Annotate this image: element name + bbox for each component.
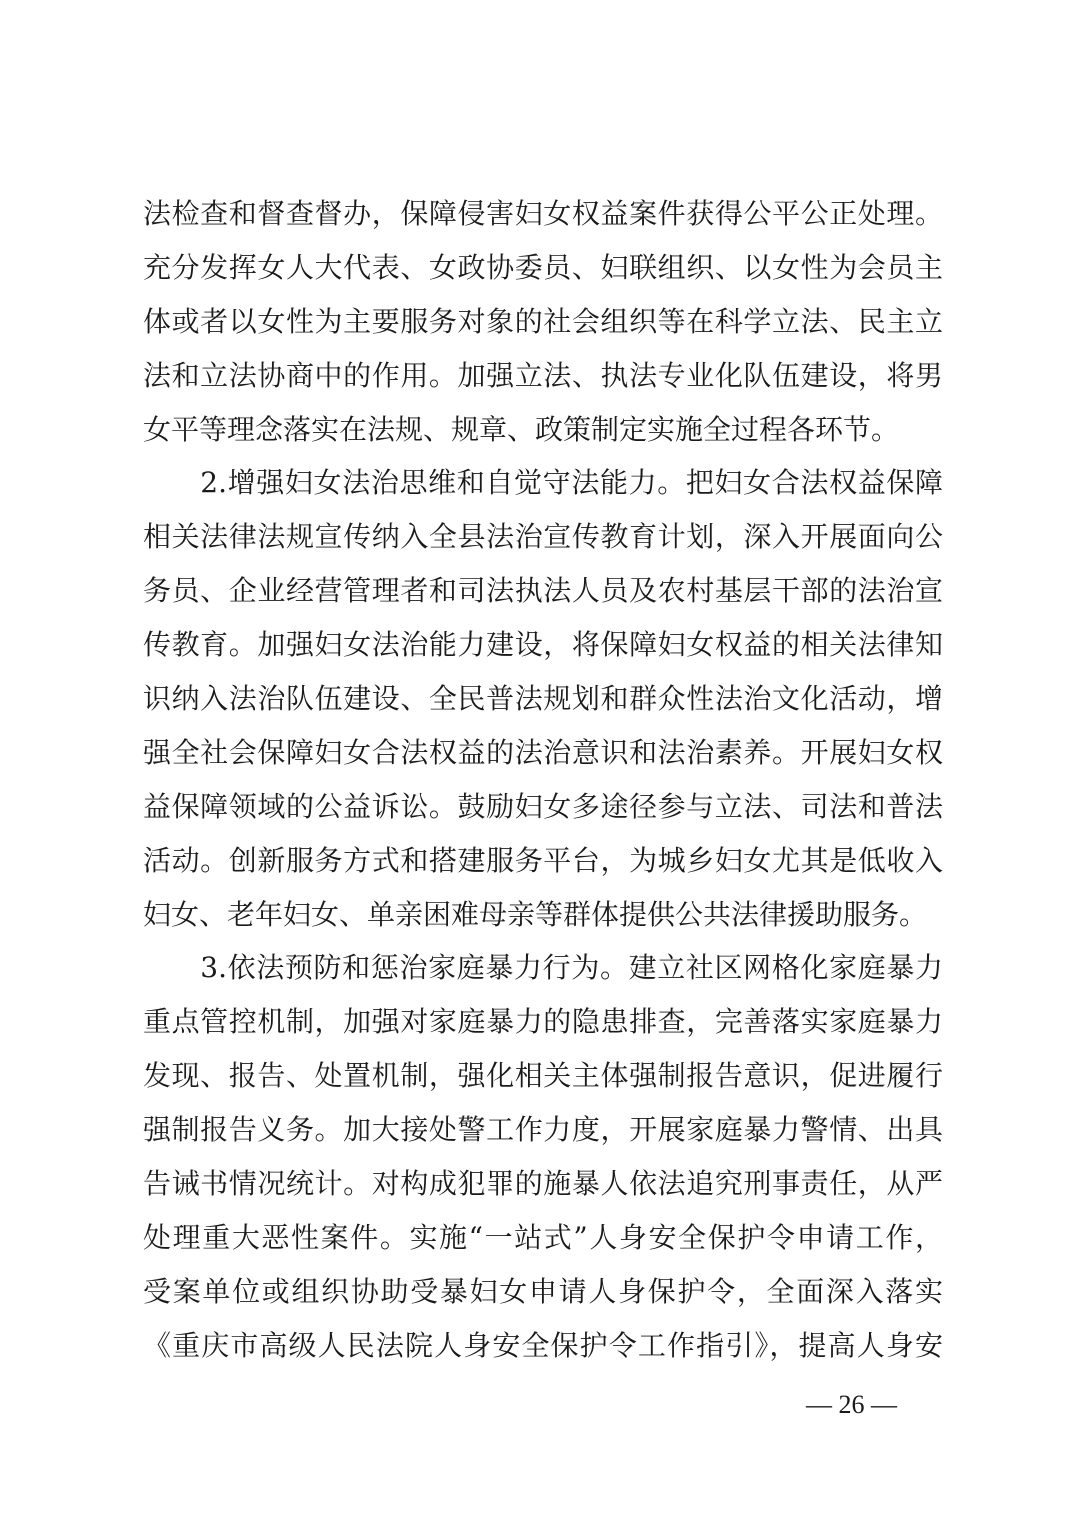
text-line: 识纳入法治队伍建设、全民普法规划和群众性法治文化活动，增 xyxy=(143,682,943,716)
text-line: 活动。创新服务方式和搭建服务平台，为城乡妇女尤其是低收入 xyxy=(143,843,943,877)
text-line: 强制报告义务。加大接处警工作力度，开展家庭暴力警情、出具 xyxy=(143,1113,943,1147)
text-line: 受案单位或组织协助受暴妇女申请人身保护令，全面深入落实 xyxy=(143,1274,943,1308)
text-line: 法检查和督查督办，保障侵害妇女权益案件获得公平公正处理。 xyxy=(143,197,943,230)
page-number: — 26 — xyxy=(806,1390,897,1419)
text-line: 益保障领域的公益诉讼。鼓励妇女多途径参与立法、司法和普法 xyxy=(143,789,943,823)
body-text xyxy=(143,187,943,1373)
text-line: 2.增强妇女法治思维和自觉守法能力。把妇女合法权益保障 xyxy=(143,466,943,500)
text-line: 务员、企业经营管理者和司法执法人员及农村基层干部的法治宣 xyxy=(143,574,943,608)
text-line: 体或者以女性为主要服务对象的社会组织等在科学立法、民主立 xyxy=(143,304,943,338)
text-line: 传教育。加强妇女法治能力建设，将保障妇女权益的相关法律知 xyxy=(143,628,943,662)
text-line: 强全社会保障妇女合法权益的法治意识和法治素养。开展妇女权 xyxy=(143,735,943,769)
text-line: 重点管控机制，加强对家庭暴力的隐患排查，完善落实家庭暴力 xyxy=(143,1005,943,1039)
text-line: 充分发挥女人大代表、女政协委员、妇联组织、以女性为会员主 xyxy=(143,250,943,284)
text-line: 《重庆市高级人民法院人身安全保护令工作指引》，提高人身安 xyxy=(143,1328,943,1362)
text-line: 发现、报告、处置机制，强化相关主体强制报告意识，促进履行 xyxy=(143,1059,943,1093)
text-line: 3.依法预防和惩治家庭暴力行为。建立社区网格化家庭暴力 xyxy=(143,951,943,985)
text-line: 妇女、老年妇女、单亲困难母亲等群体提供公共法律援助服务。 xyxy=(143,897,928,931)
text-line: 相关法律法规宣传纳入全县法治宣传教育计划，深入开展面向公 xyxy=(143,520,943,554)
text-line: 女平等理念落实在法规、规章、政策制定实施全过程各环节。 xyxy=(143,412,900,446)
text-line: 法和立法协商中的作用。加强立法、执法专业化队伍建设，将男 xyxy=(143,358,943,392)
text-line: 处理重大恶性案件。实施“一站式”人身安全保护令申请工作， xyxy=(143,1220,943,1254)
text-line: 告诫书情况统计。对构成犯罪的施暴人依法追究刑事责任，从严 xyxy=(143,1167,943,1201)
